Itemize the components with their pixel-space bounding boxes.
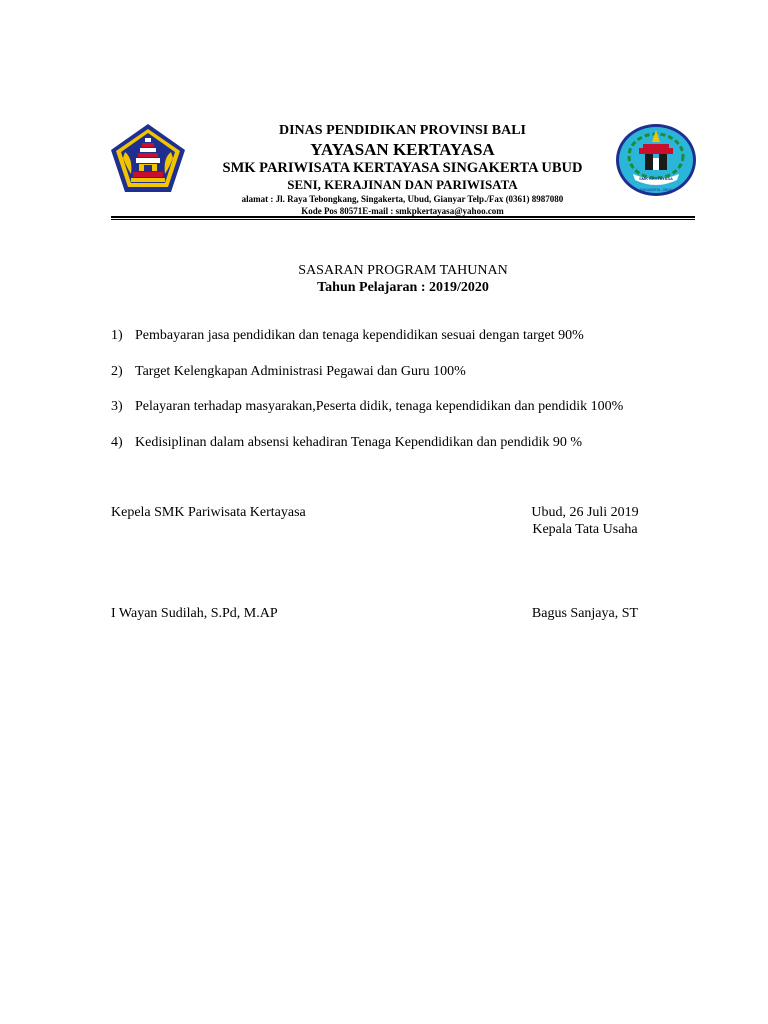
list-item-number: 3)	[111, 399, 123, 414]
signature-left-name: I Wayan Sudilah, S.Pd, M.AP	[111, 606, 278, 621]
list-item-text: Kedisiplinan dalam absensi kehadiran Tenaga Kependidikan dan pendidik 90 %	[135, 434, 583, 450]
foundation-name: YAYASAN KERTAYASA	[310, 140, 495, 159]
list-item-number: 4)	[111, 434, 123, 450]
school-emblem-subtext: SINGAKERTA - UBUD	[640, 188, 672, 192]
list-item-number: 2)	[111, 363, 123, 379]
school-address: alamat : Jl. Raya Tebongkang, Singakerta, Ubud, Gianyar Telp./Fax (0361) 8987080	[241, 194, 564, 204]
school-emblem-banner-text: SMK KERTAYASA	[639, 176, 673, 181]
letterhead	[195, 122, 610, 217]
document-title-year: Tahun Pelajaran : 2019/2020	[317, 280, 489, 295]
letterhead-divider-thin	[111, 219, 695, 220]
list-item-text: Target Kelengkapan Administrasi Pegawai dan Guru 100%	[135, 363, 466, 379]
list-item-number: 1)	[111, 328, 123, 343]
list-item-text: Pelayaran terhadap masyarakan,Peserta didik, tenaga kependidikan dan pendidik 100%	[135, 399, 624, 414]
signature-right-name: Bagus Sanjaya, ST	[531, 606, 639, 621]
signature-right-title: Kepala Tata Usaha	[532, 522, 638, 537]
list-item	[111, 327, 711, 363]
program-target-list	[111, 327, 711, 469]
agency-name: DINAS PENDIDIKAN PROVINSI BALI	[279, 123, 526, 138]
school-program: SENI, KERAJINAN DAN PARIWISATA	[287, 177, 518, 192]
school-contact: Kode Pos 80571E-mail : smkpkertayasa@yahoo.com	[301, 206, 504, 216]
school-name: SMK PARIWISATA KERTAYASA SINGAKERTA UBUD	[222, 160, 583, 176]
bali-province-emblem-logo	[109, 122, 187, 194]
letterhead-divider-thick	[111, 216, 695, 218]
signature-date: Ubud, 26 Juli 2019	[531, 505, 639, 520]
document-title-main: SASARAN PROGRAM TAHUNAN	[298, 263, 508, 278]
list-item-text: Pembayaran jasa pendidikan dan tenaga kependidikan sesuai dengan target 90%	[135, 328, 584, 343]
signature-left-title: Kepela SMK Pariwisata Kertayasa	[111, 505, 306, 520]
school-emblem-logo	[615, 122, 697, 198]
list-item	[111, 363, 711, 399]
document-title	[111, 262, 695, 296]
list-item	[111, 398, 711, 434]
list-item	[111, 434, 711, 470]
